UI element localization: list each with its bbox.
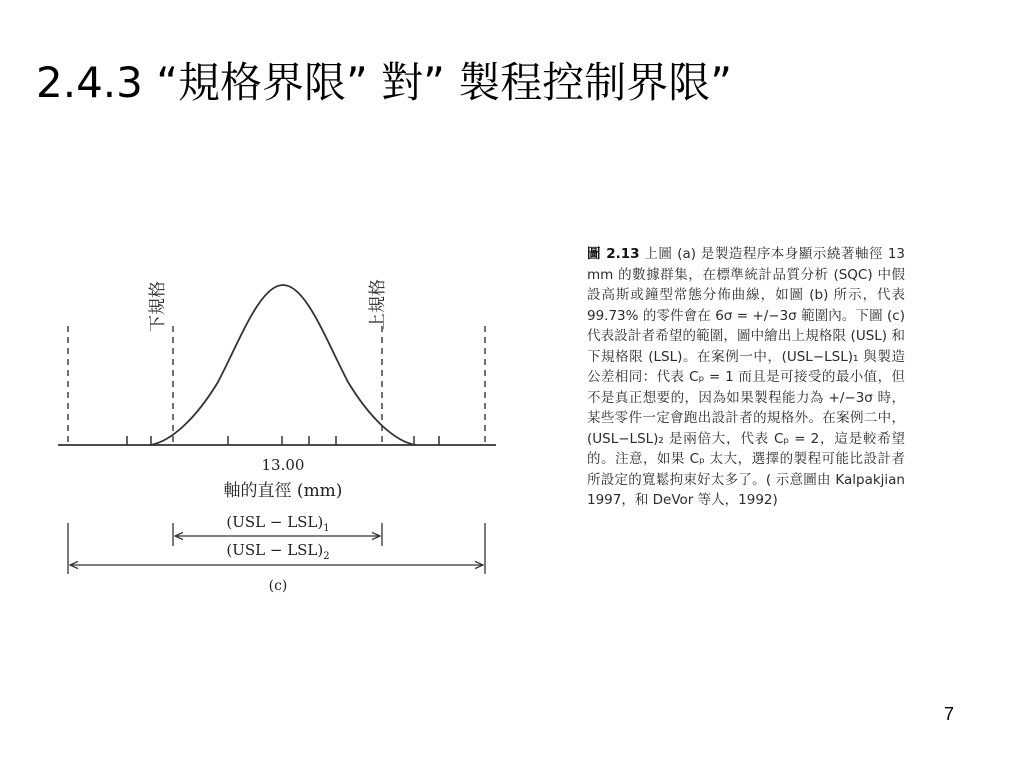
caption-text: 上圖 (a) 是製造程序本身顯示繞著軸徑 13 mm 的數據群集，在標準統計品質分析 (SQC) 中假設高斯或鐘型常態分佈曲線，如圖 (b) 所示，代表 99.73% 的零件會在 6σ = +/−3σ 範圍內。下圖 (c) 代表設計者希望的範圍，圖中繪出上規格限 (USL) 和下規格限 (LSL)。在案例一中，(USL−LSL)₁ 與製造公差相同：代表 Cₚ = 1 而且是可接受的最小值，但不是真正想要的，因為如果製程能力為 +/−3σ 時，某些零件一定會跑出設計者的規格外。在案例二中，(USL−LSL)₂ 是兩倍大，代表 Cₚ = 2，這是較希望的。注意，如果 Cₚ 太大，選擇的製程可能比設計者所設定的寬鬆拘束好太多了。( 示意圖由 Kalpakjian 1997，和 DeVor 等人，1992) <box>587 246 905 508</box>
range1-label <box>203 513 353 534</box>
range1-text: (USL − LSL) <box>226 513 324 531</box>
upper-spec-label: 上規格 <box>368 279 388 330</box>
figure-number: 圖 2.13 <box>587 246 640 262</box>
slide-title: 2.4.3 “規格界限” 對” 製程控制界限” <box>36 58 732 107</box>
panel-label: (c) <box>268 578 288 594</box>
axis-title: 軸的直徑 (mm) <box>223 481 343 501</box>
range1-subscript: 1 <box>323 523 330 534</box>
figure-caption <box>587 244 905 511</box>
lower-spec-label: 下規格 <box>148 281 168 332</box>
page-number: 7 <box>944 704 955 724</box>
axis-ticks <box>127 436 439 445</box>
range2-label <box>203 541 353 562</box>
range2-subscript: 2 <box>323 551 330 562</box>
center-value-label: 13.00 <box>261 456 305 474</box>
spec-limits-figure <box>50 270 510 610</box>
range2-text: (USL − LSL) <box>226 541 324 559</box>
